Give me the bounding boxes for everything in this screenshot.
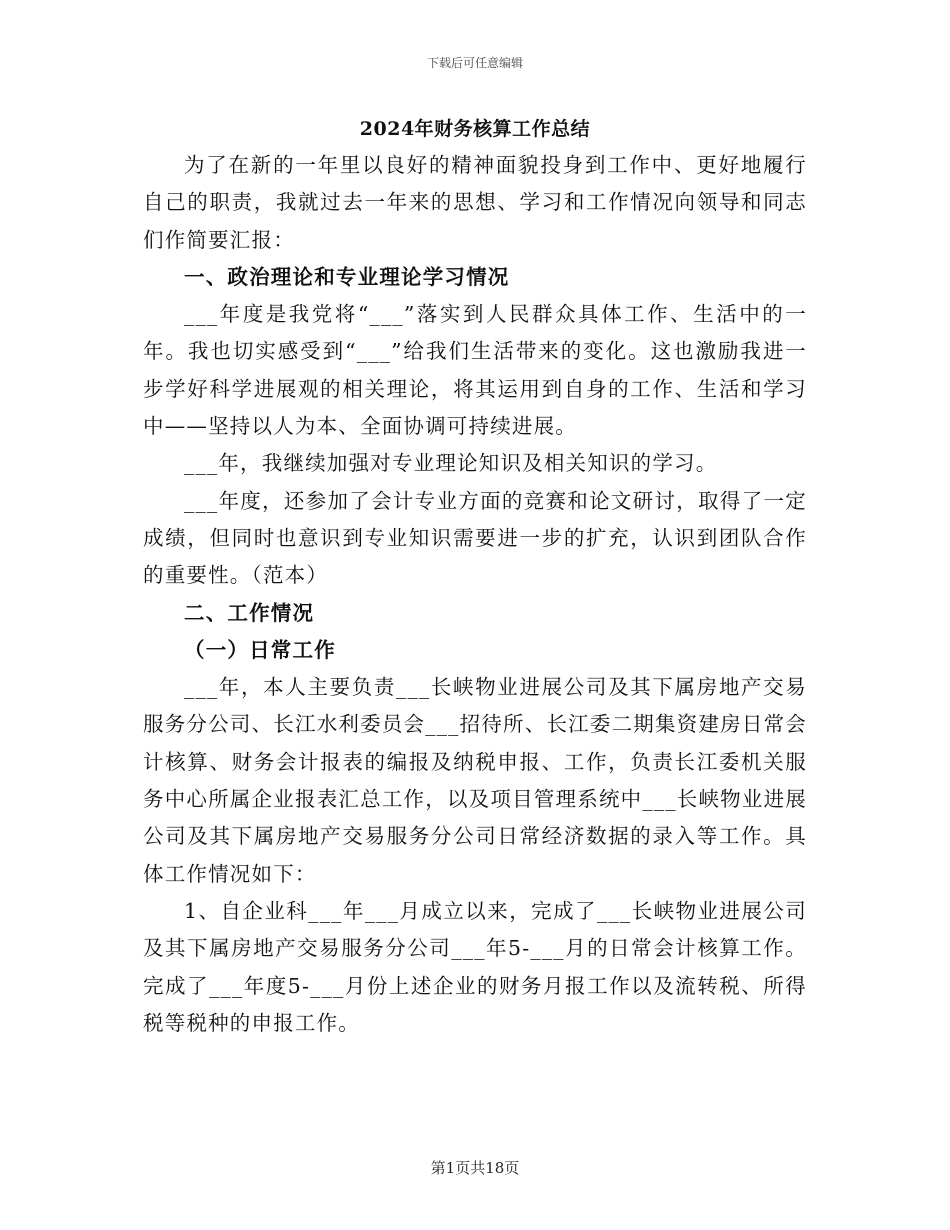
section-heading-1: 一、政治理论和专业理论学习情况 bbox=[184, 264, 510, 289]
subsection-heading-1: （一）日常工作 bbox=[184, 637, 336, 662]
paragraph-5: 1、自企业科___年___月成立以来，完成了___长峡物业进展公司及其下属房地产交易服务分公司___年5-___月的日常会计核算工作。完成了___年度5-___月份上述企业的财务月报工作以及流转税、所得税等税种的申报工作。 bbox=[143, 898, 807, 1035]
document-title: 2024年财务核算工作总结 bbox=[359, 118, 591, 140]
page-header: 下载后可任意编辑 bbox=[426, 56, 523, 70]
intro-paragraph: 为了在新的一年里以良好的精神面貌投身到工作中、更好地履行自己的职责，我就过去一年来的思想、学习和工作情况向领导和同志们作简要汇报： bbox=[143, 153, 807, 252]
paragraph-3: ___年度，还参加了会计专业方面的竞赛和论文研讨，取得了一定成绩，但同时也意识到专业知识需要进一步的扩充，认识到团队合作的重要性。（范本） bbox=[143, 488, 807, 588]
paragraph-2: ___年，我继续加强对专业理论知识及相关知识的学习。 bbox=[184, 451, 718, 476]
section-heading-2: 二、工作情况 bbox=[184, 600, 315, 625]
paragraph-4: ___年，本人主要负责___长峡物业进展公司及其下属房地产交易服务分公司、长江水利委员会___招待所、长江委二期集资建房日常会计核算、财务会计报表的编报及纳税申报、工作，负责长江委机关服务中心所属企业报表汇总工作，以及项目管理系统中___长峡物业进展公司及其下属房地产交易服务分公司日常经济数据的录入等工作。具体工作情况如下： bbox=[143, 675, 807, 886]
document-body bbox=[143, 147, 807, 1042]
page-footer: 第1页共18页 bbox=[430, 1159, 520, 1177]
paragraph-1: ___年度是我党将“___”落实到人民群众具体工作、生活中的一年。我也切实感受到“___”给我们生活带来的变化。这也激励我进一步学好科学进展观的相关理论，将其运用到自身的工作、生活和学习中——坚持以人为本、全面协调可持续进展。 bbox=[143, 302, 807, 439]
